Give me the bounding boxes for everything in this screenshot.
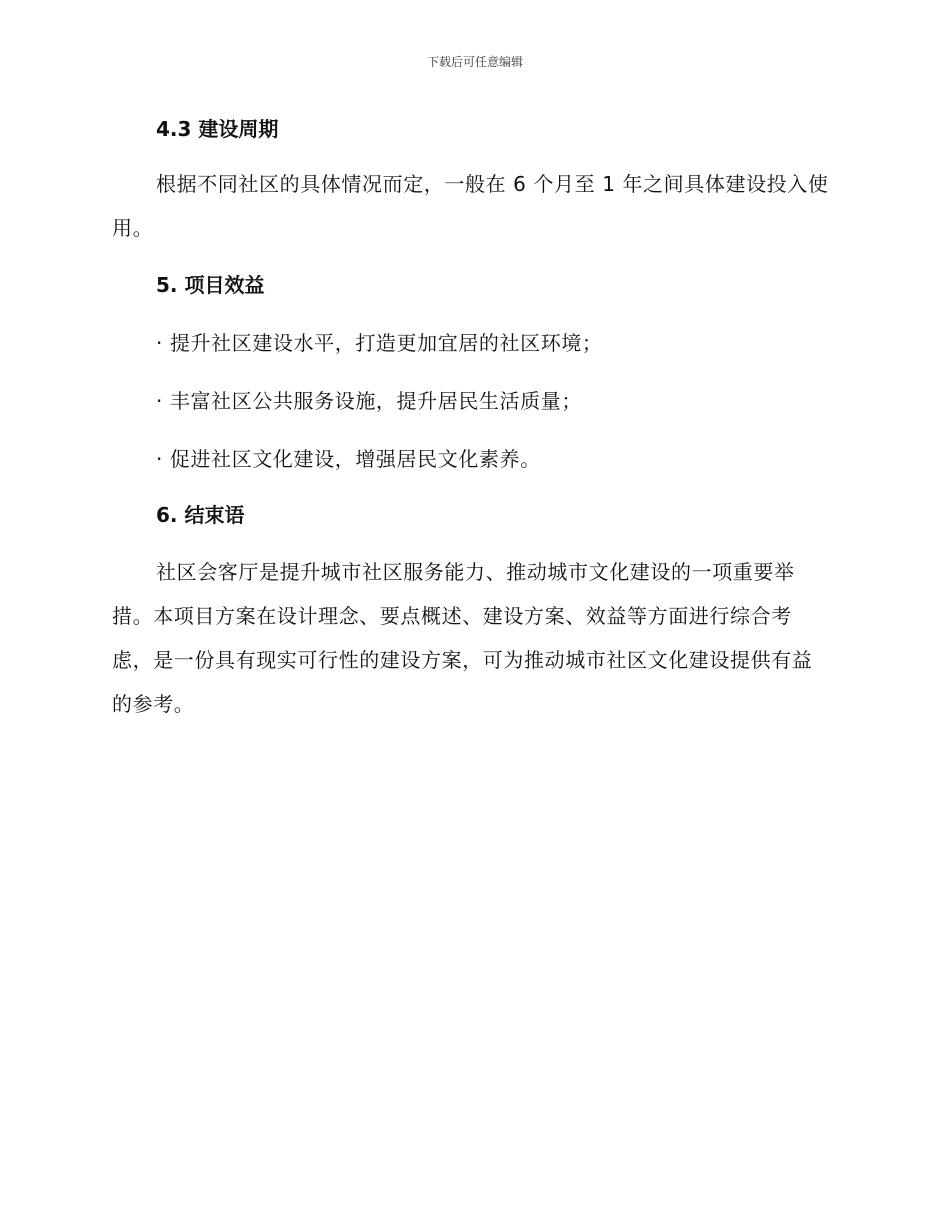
benefit-list-item: · 促进社区文化建设，增强居民文化素养。 xyxy=(156,447,541,471)
section-paragraph-construction-period: 根据不同社区的具体情况而定，一般在 6 个月至 1 年之间具体建设投入使用。 xyxy=(112,172,829,240)
section-paragraph-conclusion: 社区会客厅是提升城市社区服务能力、推动城市文化建设的一项重要举措。本项目方案在设计理念、要点概述、建设方案、效益等方面进行综合考虑，是一份具有现实可行性的建设方案，可为推动城市社区文化建设提供有益的参考。 xyxy=(112,560,813,716)
section-heading-construction-period: 4.3 建设周期 xyxy=(156,117,279,141)
section-heading-project-benefits: 5. 项目效益 xyxy=(156,273,265,297)
benefit-list-item: · 提升社区建设水平，打造更加宜居的社区环境； xyxy=(156,331,603,355)
document-body xyxy=(112,110,832,726)
section-heading-conclusion: 6. 结束语 xyxy=(156,503,245,527)
benefit-list-item: · 丰富社区公共服务设施，提升居民生活质量； xyxy=(156,389,582,413)
page-header: 下载后可任意编辑 xyxy=(426,55,523,69)
